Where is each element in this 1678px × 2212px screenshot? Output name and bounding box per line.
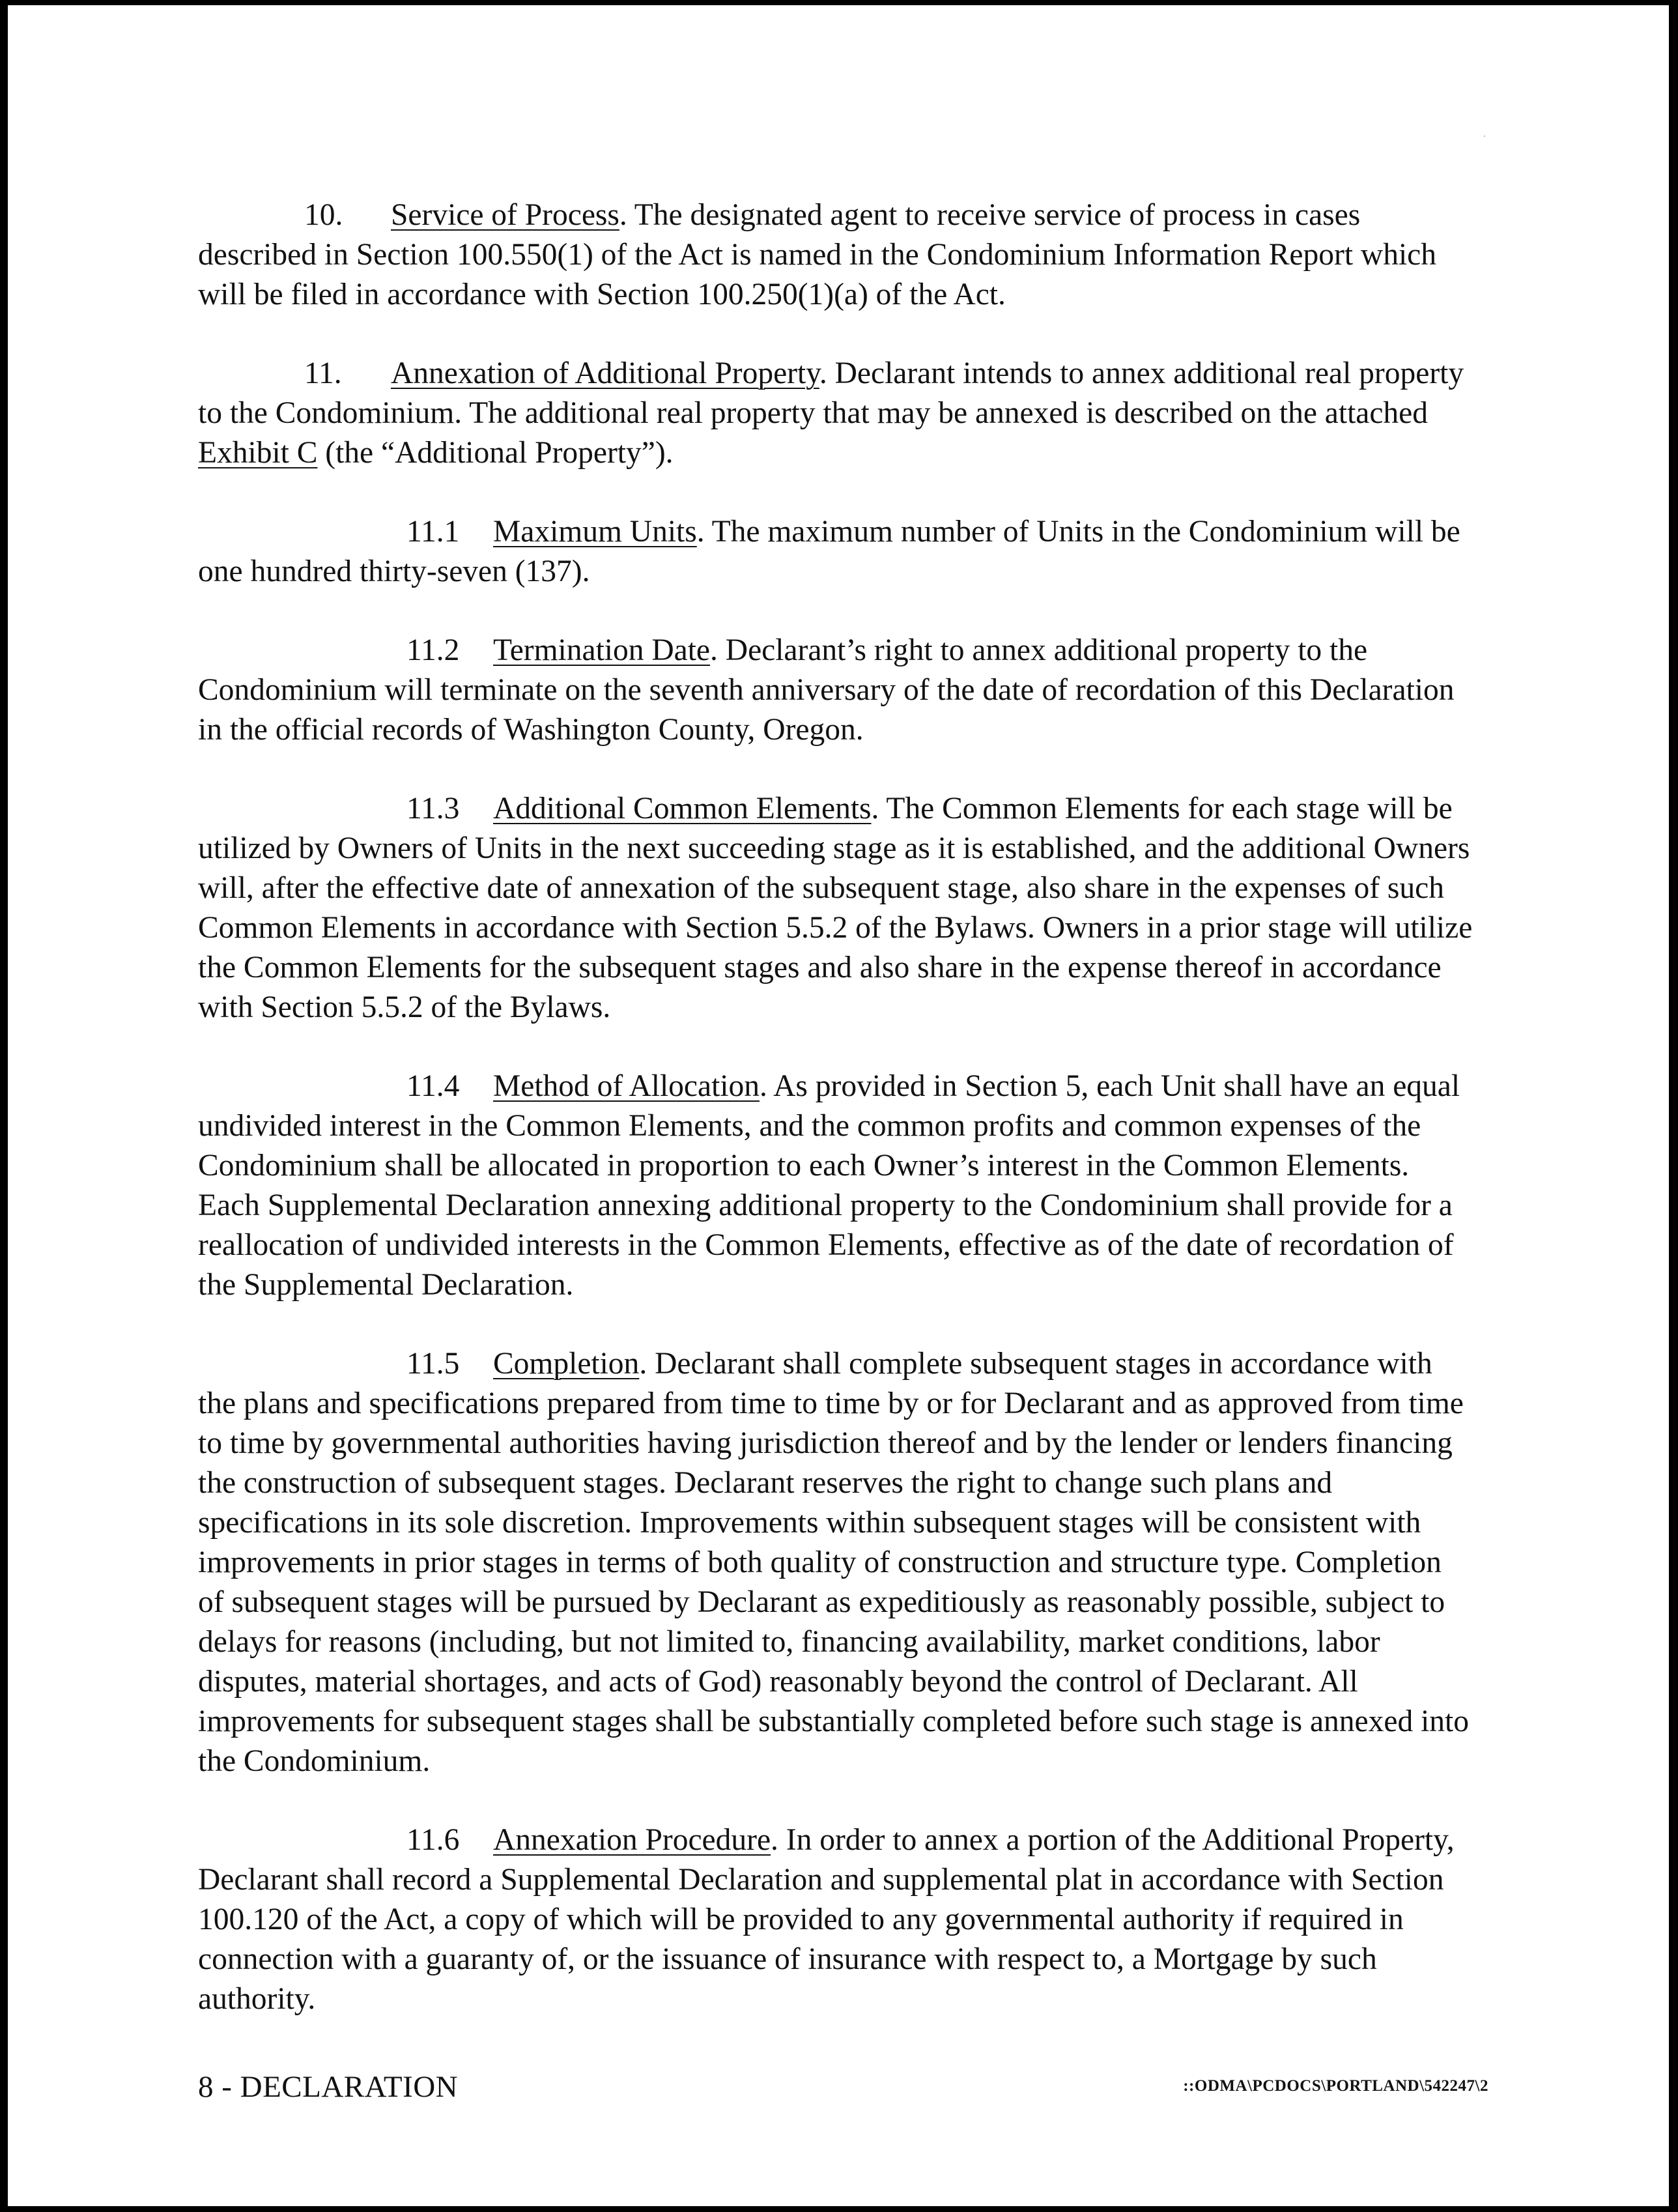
section-text: . Declarant intends to annex additional real property to the Condominium. The additional real property that may be annexed is described on the attached xyxy=(198,356,1464,430)
document-path: ::ODMA\PCDOCS\PORTLAND\542247\2 xyxy=(1183,2077,1488,2095)
section-11-3 xyxy=(198,789,1475,1027)
section-11-2 xyxy=(198,631,1475,750)
section-11-5 xyxy=(198,1344,1475,1781)
section-number: 11.3 xyxy=(406,792,460,826)
section-number: 11.5 xyxy=(406,1347,460,1381)
document-page xyxy=(8,5,1669,2206)
section-number: 11. xyxy=(304,356,342,390)
section-title: Completion xyxy=(493,1347,640,1381)
section-11-4 xyxy=(198,1067,1475,1305)
document-body xyxy=(198,195,1475,2058)
section-10 xyxy=(198,195,1475,315)
section-title: Annexation Procedure xyxy=(493,1823,771,1857)
section-title: Service of Process xyxy=(391,198,619,232)
section-text: . The Common Elements for each stage will be utilized by Owners of Units in the next succeeding stage as it is established, and the additional Owners will, after the effective date of annexation of the subsequent stage, also share in the expenses of such Common Elements in accordance with Section 5.5.2 of the Bylaws. Owners in a prior stage will utilize the Common Elements for the subsequent stages and also share in the expense thereof in accordance with Section 5.5.2 of the Bylaws. xyxy=(198,792,1473,1024)
section-title: Annexation of Additional Property xyxy=(391,356,819,390)
section-text: . Declarant’s right to annex additional property to the Condominium will terminate on the seventh anniversary of the date of recordation of this Declaration in the official records of Washington County, Oregon. xyxy=(198,633,1455,747)
section-11-1 xyxy=(198,512,1475,592)
section-number: 11.4 xyxy=(406,1069,460,1103)
section-title: Additional Common Elements xyxy=(493,792,872,826)
section-11 xyxy=(198,354,1475,473)
section-title: Method of Allocation xyxy=(493,1069,760,1103)
section-text: . The designated agent to receive service of process in cases described in Section 100.550(1) of the Act is named in the Condominium Information Report which will be filed in accordance with Section 100.250(1)(a) of the Act. xyxy=(198,198,1436,311)
section-text: . As provided in Section 5, each Unit shall have an equal undivided interest in the Common Elements, and the common profits and common expenses of the Condominium shall be allocated in proportion to each Owner’s interest in the Common Elements. Each Supplemental Declaration annexing additional property to the Condominium shall provide for a reallocation of undivided interests in the Common Elements, effective as of the date of recordation of the Supplemental Declaration. xyxy=(198,1069,1460,1302)
scan-speck xyxy=(1484,136,1485,137)
section-text: . In order to annex a portion of the Additional Property, Declarant shall record a Supplemental Declaration and supplemental plat in accordance with Section 100.120 of the Act, a copy of which will be provided to any governmental authority if required in connection with a guaranty of, or the issuance of insurance with respect to, a Mortgage by such authority. xyxy=(198,1823,1455,2016)
page-footer-label: 8 - DECLARATION xyxy=(198,2070,459,2104)
section-text-end: (the “Additional Property”). xyxy=(317,436,674,470)
section-text: . The maximum number of Units in the Condominium will be one hundred thirty-seven (137). xyxy=(198,515,1460,588)
section-number: 11.6 xyxy=(406,1823,460,1857)
section-number: 11.2 xyxy=(406,633,460,667)
section-11-6 xyxy=(198,1820,1475,2019)
section-number: 10. xyxy=(304,198,343,232)
section-title: Termination Date xyxy=(493,633,711,667)
section-title: Maximum Units xyxy=(493,515,697,549)
section-text: . Declarant shall complete subsequent stages in accordance with the plans and specifications prepared from time to time by or for Declarant and as approved from time to time by governmental authorities having jurisdiction thereof and by the lender or lenders financing the construction of subsequent stages. Declarant reserves the right to change such plans and specifications in its sole discretion. Improvements within subsequent stages will be consistent with improvements in prior stages in terms of both quality of construction and structure type. Completion of subsequent stages will be pursued by Declarant as expeditiously as reasonably possible, subject to delays for reasons (including, but not limited to, financing availability, market conditions, labor disputes, material shortages, and acts of God) reasonably beyond the control of Declarant. All improvements for subsequent stages shall be substantially completed before such stage is annexed into the Condominium. xyxy=(198,1347,1469,1778)
exhibit-reference: Exhibit C xyxy=(198,436,318,470)
section-number: 11.1 xyxy=(406,515,460,549)
